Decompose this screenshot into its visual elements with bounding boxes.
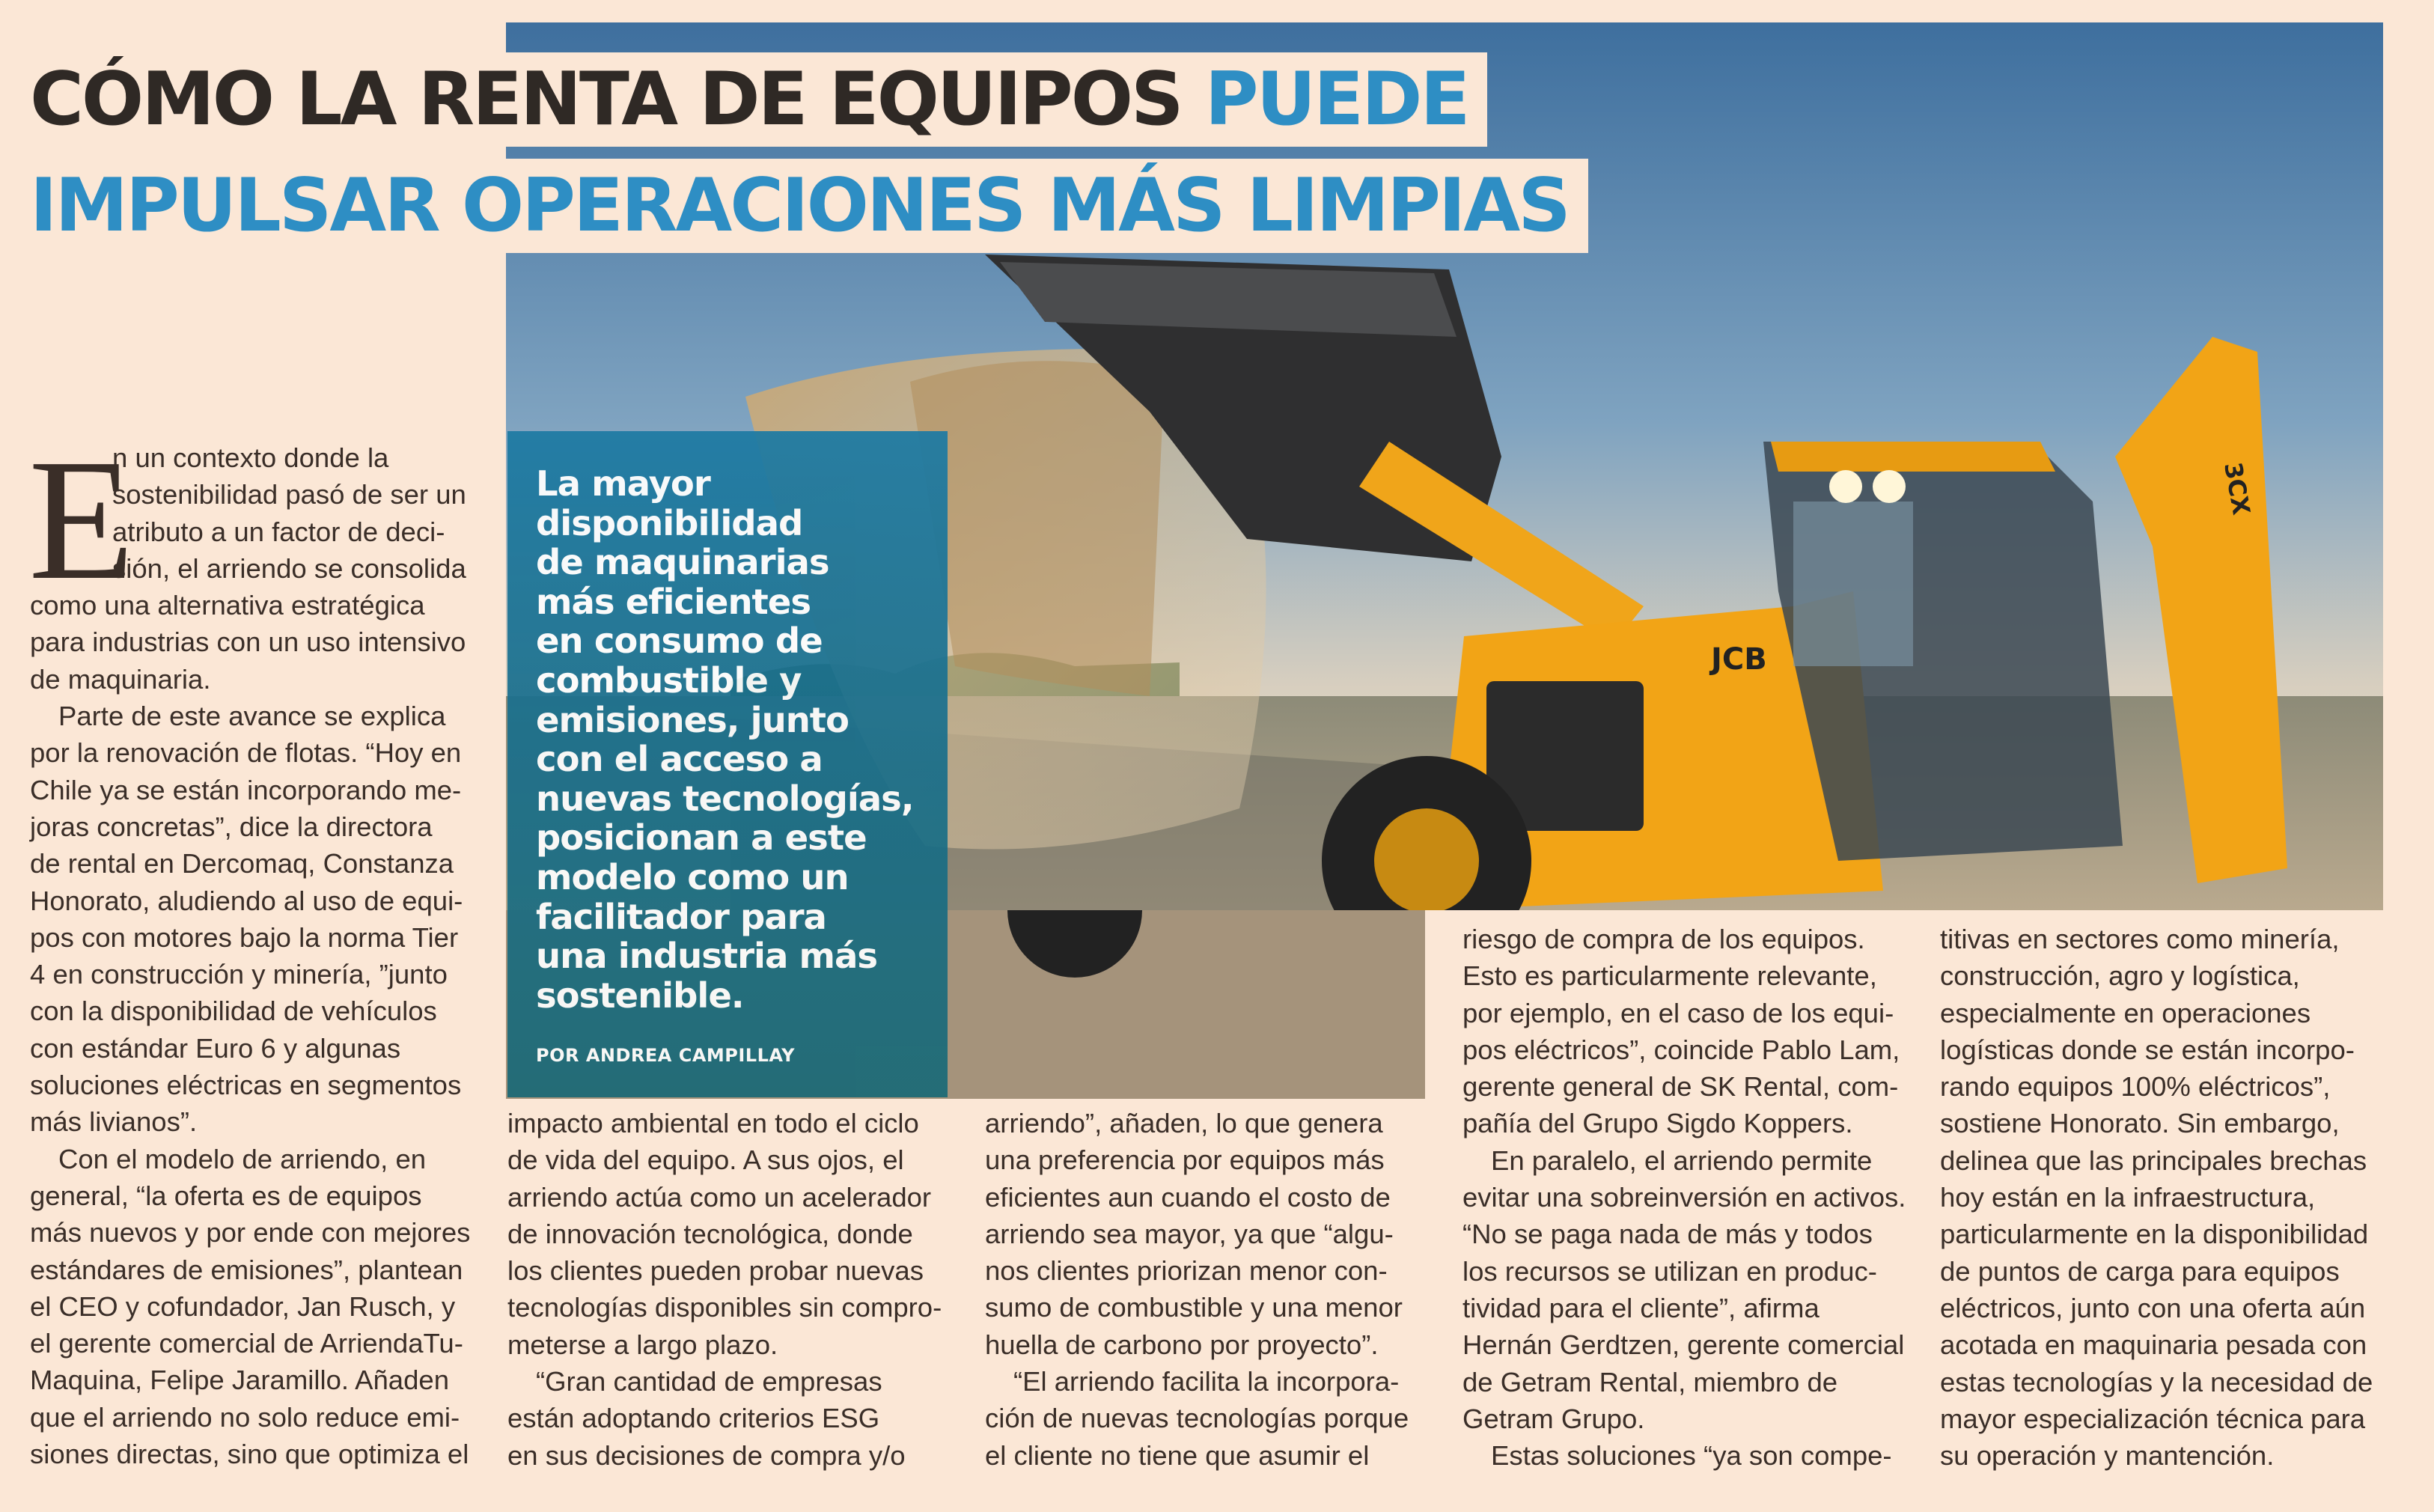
body-line: pos eléctricos”, coincide Pablo Lam, — [1462, 1034, 1900, 1065]
body-line: estándares de emisiones”, plantean — [30, 1254, 463, 1285]
body-line: delinea que las principales brechas — [1940, 1144, 2367, 1176]
body-line: huella de carbono por proyecto”. — [985, 1329, 1379, 1360]
body-line: para industrias con un uso intensivo — [30, 627, 466, 658]
body-line: “Gran cantidad de empresas — [536, 1366, 882, 1397]
body-line: en sus decisiones de compra y/o — [507, 1439, 906, 1471]
body-line: joras concretas”, dice la directora — [30, 811, 433, 842]
body-line: sumo de combustible y una menor — [985, 1292, 1403, 1323]
body-line: En paralelo, el arriendo permite — [1491, 1144, 1873, 1176]
body-line: Esto es particularmente relevante, — [1462, 960, 1877, 992]
body-line: su operación y mantención. — [1940, 1440, 2275, 1472]
pull-quote-line: posicionan a este — [536, 817, 867, 859]
body-line: particularmente en la disponibilidad — [1940, 1219, 2369, 1250]
body-line: “No se paga nada de más y todos — [1462, 1219, 1873, 1250]
body-line: Estas soluciones “ya son compe- — [1491, 1440, 1892, 1472]
pull-quote-line: nuevas tecnologías, — [536, 778, 914, 819]
machine-brand-text: JCB — [1711, 642, 1767, 677]
body-line: titivas en sectores como minería, — [1940, 924, 2340, 954]
body-line: más nuevos y por ende con mejores — [30, 1217, 471, 1249]
body-line: siones directas, sino que optimiza el — [30, 1439, 469, 1470]
body-line: nos clientes priorizan menor con- — [985, 1255, 1388, 1287]
pull-quote-line: con el acceso a — [536, 739, 823, 780]
body-line: de innovación tecnológica, donde — [507, 1218, 913, 1249]
body-line: estas tecnologías y la necesidad de — [1940, 1366, 2373, 1397]
headline-line-1-blue: PUEDE — [1204, 57, 1468, 142]
pull-quote-line: combustible y — [536, 659, 802, 701]
body-line: de rental en Dercomaq, Constanza — [30, 848, 454, 880]
body-line: Parte de este avance se explica — [58, 701, 446, 732]
pull-quote-line: una industria más — [536, 936, 878, 977]
pull-quote-line: de maquinarias — [536, 542, 829, 583]
body-line: por ejemplo, en el caso de los equi- — [1462, 997, 1894, 1028]
body-line: el CEO y cofundador, Jan Rusch, y — [30, 1290, 456, 1322]
body-line: pos con motores bajo la norma Tier — [30, 921, 459, 953]
body-line: soluciones eléctricas en segmentos — [30, 1070, 462, 1101]
body-line: construcción, agro y logística, — [1940, 960, 2300, 992]
pull-quote-line: sostenible. — [536, 975, 744, 1016]
article-column-3 — [985, 1105, 1431, 1474]
drop-cap: E — [28, 449, 135, 588]
body-line: arriendo actúa como un acelerador — [507, 1181, 932, 1213]
body-line: Chile ya se están incorporando me- — [30, 774, 462, 805]
body-line: rando equipos 100% eléctricos”, — [1940, 1071, 2331, 1103]
body-line: evitar una sobreinversión en activos. — [1462, 1182, 1906, 1213]
body-line: Con el modelo de arriendo, en — [58, 1143, 427, 1174]
headline-line-1-dark: CÓMO LA RENTA DE EQUIPOS — [30, 57, 1182, 142]
body-line: Maquina, Felipe Jaramillo. Añaden — [30, 1365, 449, 1396]
pull-quote-line: más eficientes — [536, 581, 811, 622]
body-line: de Getram Rental, miembro de — [1462, 1366, 1838, 1397]
body-line: como una alternativa estratégica — [30, 590, 425, 621]
body-line: con la disponibilidad de vehículos — [30, 996, 437, 1027]
body-line: riesgo de compra de los equipos. — [1462, 924, 1865, 954]
pull-quote-line: La mayor — [536, 463, 710, 504]
body-line: los clientes pueden probar nuevas — [507, 1255, 924, 1287]
author-byline: POR ANDREA CAMPILLAY — [536, 1045, 796, 1066]
body-line: están adoptando criterios ESG — [507, 1403, 880, 1434]
body-line: arriendo sea mayor, ya que “algu- — [985, 1218, 1394, 1249]
body-line: especialmente en operaciones — [1940, 997, 2311, 1028]
body-line: gerente general de SK Rental, com- — [1462, 1071, 1899, 1103]
body-line: arriendo”, añaden, lo que genera — [985, 1108, 1383, 1138]
body-line: de maquinaria. — [30, 663, 211, 695]
body-line: eficientes aun cuando el costo de — [985, 1181, 1391, 1213]
pull-quote-line: emisiones, junto — [536, 699, 849, 740]
body-line: sión, el arriendo se consolida — [112, 552, 466, 584]
body-line: ción de nuevas tecnologías porque — [985, 1403, 1409, 1434]
pull-quote-box — [507, 431, 948, 1097]
body-line: los recursos se utilizan en produc- — [1462, 1255, 1877, 1287]
body-line: de puntos de carga para equipos — [1940, 1255, 2340, 1287]
body-line: Getram Grupo. — [1462, 1403, 1645, 1434]
body-line: meterse a largo plazo. — [507, 1329, 778, 1360]
body-line: 4 en construcción y minería, ”junto — [30, 959, 448, 990]
body-line: tecnologías disponibles sin compro- — [507, 1292, 942, 1323]
body-line: una preferencia por equipos más — [985, 1144, 1385, 1176]
article-column-1 — [30, 439, 476, 1472]
body-line: tividad para el cliente”, afirma — [1462, 1292, 1820, 1323]
body-line: general, “la oferta es de equipos — [30, 1180, 422, 1211]
body-line: sostiene Honorato. Sin embargo, — [1940, 1108, 2340, 1139]
machine-model-text: 3CX — [2218, 460, 2256, 517]
pull-quote-line: disponibilidad — [536, 502, 803, 543]
body-line: “El arriendo facilita la incorpora- — [1013, 1366, 1400, 1397]
body-line: hoy están en la infraestructura, — [1940, 1182, 2316, 1213]
body-line: sostenibilidad pasó de ser un — [112, 479, 466, 510]
body-line: que el arriendo no solo reduce emi- — [30, 1401, 460, 1433]
headline-line-2: IMPULSAR OPERACIONES MÁS LIMPIAS — [30, 159, 1588, 253]
body-line: por la renovación de flotas. “Hoy en — [30, 737, 462, 769]
body-line: atributo a un factor de deci- — [112, 516, 445, 547]
body-line: de vida del equipo. A sus ojos, el — [507, 1144, 904, 1176]
body-line: con estándar Euro 6 y algunas — [30, 1032, 401, 1064]
pull-quote-line: modelo como un — [536, 856, 849, 897]
body-line: acotada en maquinaria pesada con — [1940, 1329, 2367, 1361]
body-line: n un contexto donde la — [112, 442, 389, 473]
body-line: mayor especialización técnica para — [1940, 1403, 2366, 1434]
article-column-4 — [1462, 921, 1909, 1474]
body-line: el gerente comercial de ArriendaTu- — [30, 1328, 463, 1359]
body-line: más livianos”. — [30, 1106, 198, 1138]
body-line: pañía del Grupo Sigdo Koppers. — [1462, 1108, 1853, 1139]
pull-quote-line: en consumo de — [536, 621, 823, 662]
body-line: Honorato, aludiendo al uso de equi- — [30, 885, 463, 916]
pull-quote-line: facilitador para — [536, 896, 826, 937]
body-line: eléctricos, junto con una oferta aún — [1940, 1292, 2366, 1323]
headline-line-1 — [30, 52, 1487, 147]
body-line: el cliente no tiene que asumir el — [985, 1439, 1370, 1471]
body-line: Hernán Gerdtzen, gerente comercial — [1462, 1329, 1905, 1361]
body-line: logísticas donde se están incorpo- — [1940, 1034, 2355, 1065]
article-column-2 — [507, 1105, 954, 1474]
article-column-5 — [1940, 921, 2386, 1474]
body-line: impacto ambiental en todo el ciclo — [507, 1108, 919, 1138]
